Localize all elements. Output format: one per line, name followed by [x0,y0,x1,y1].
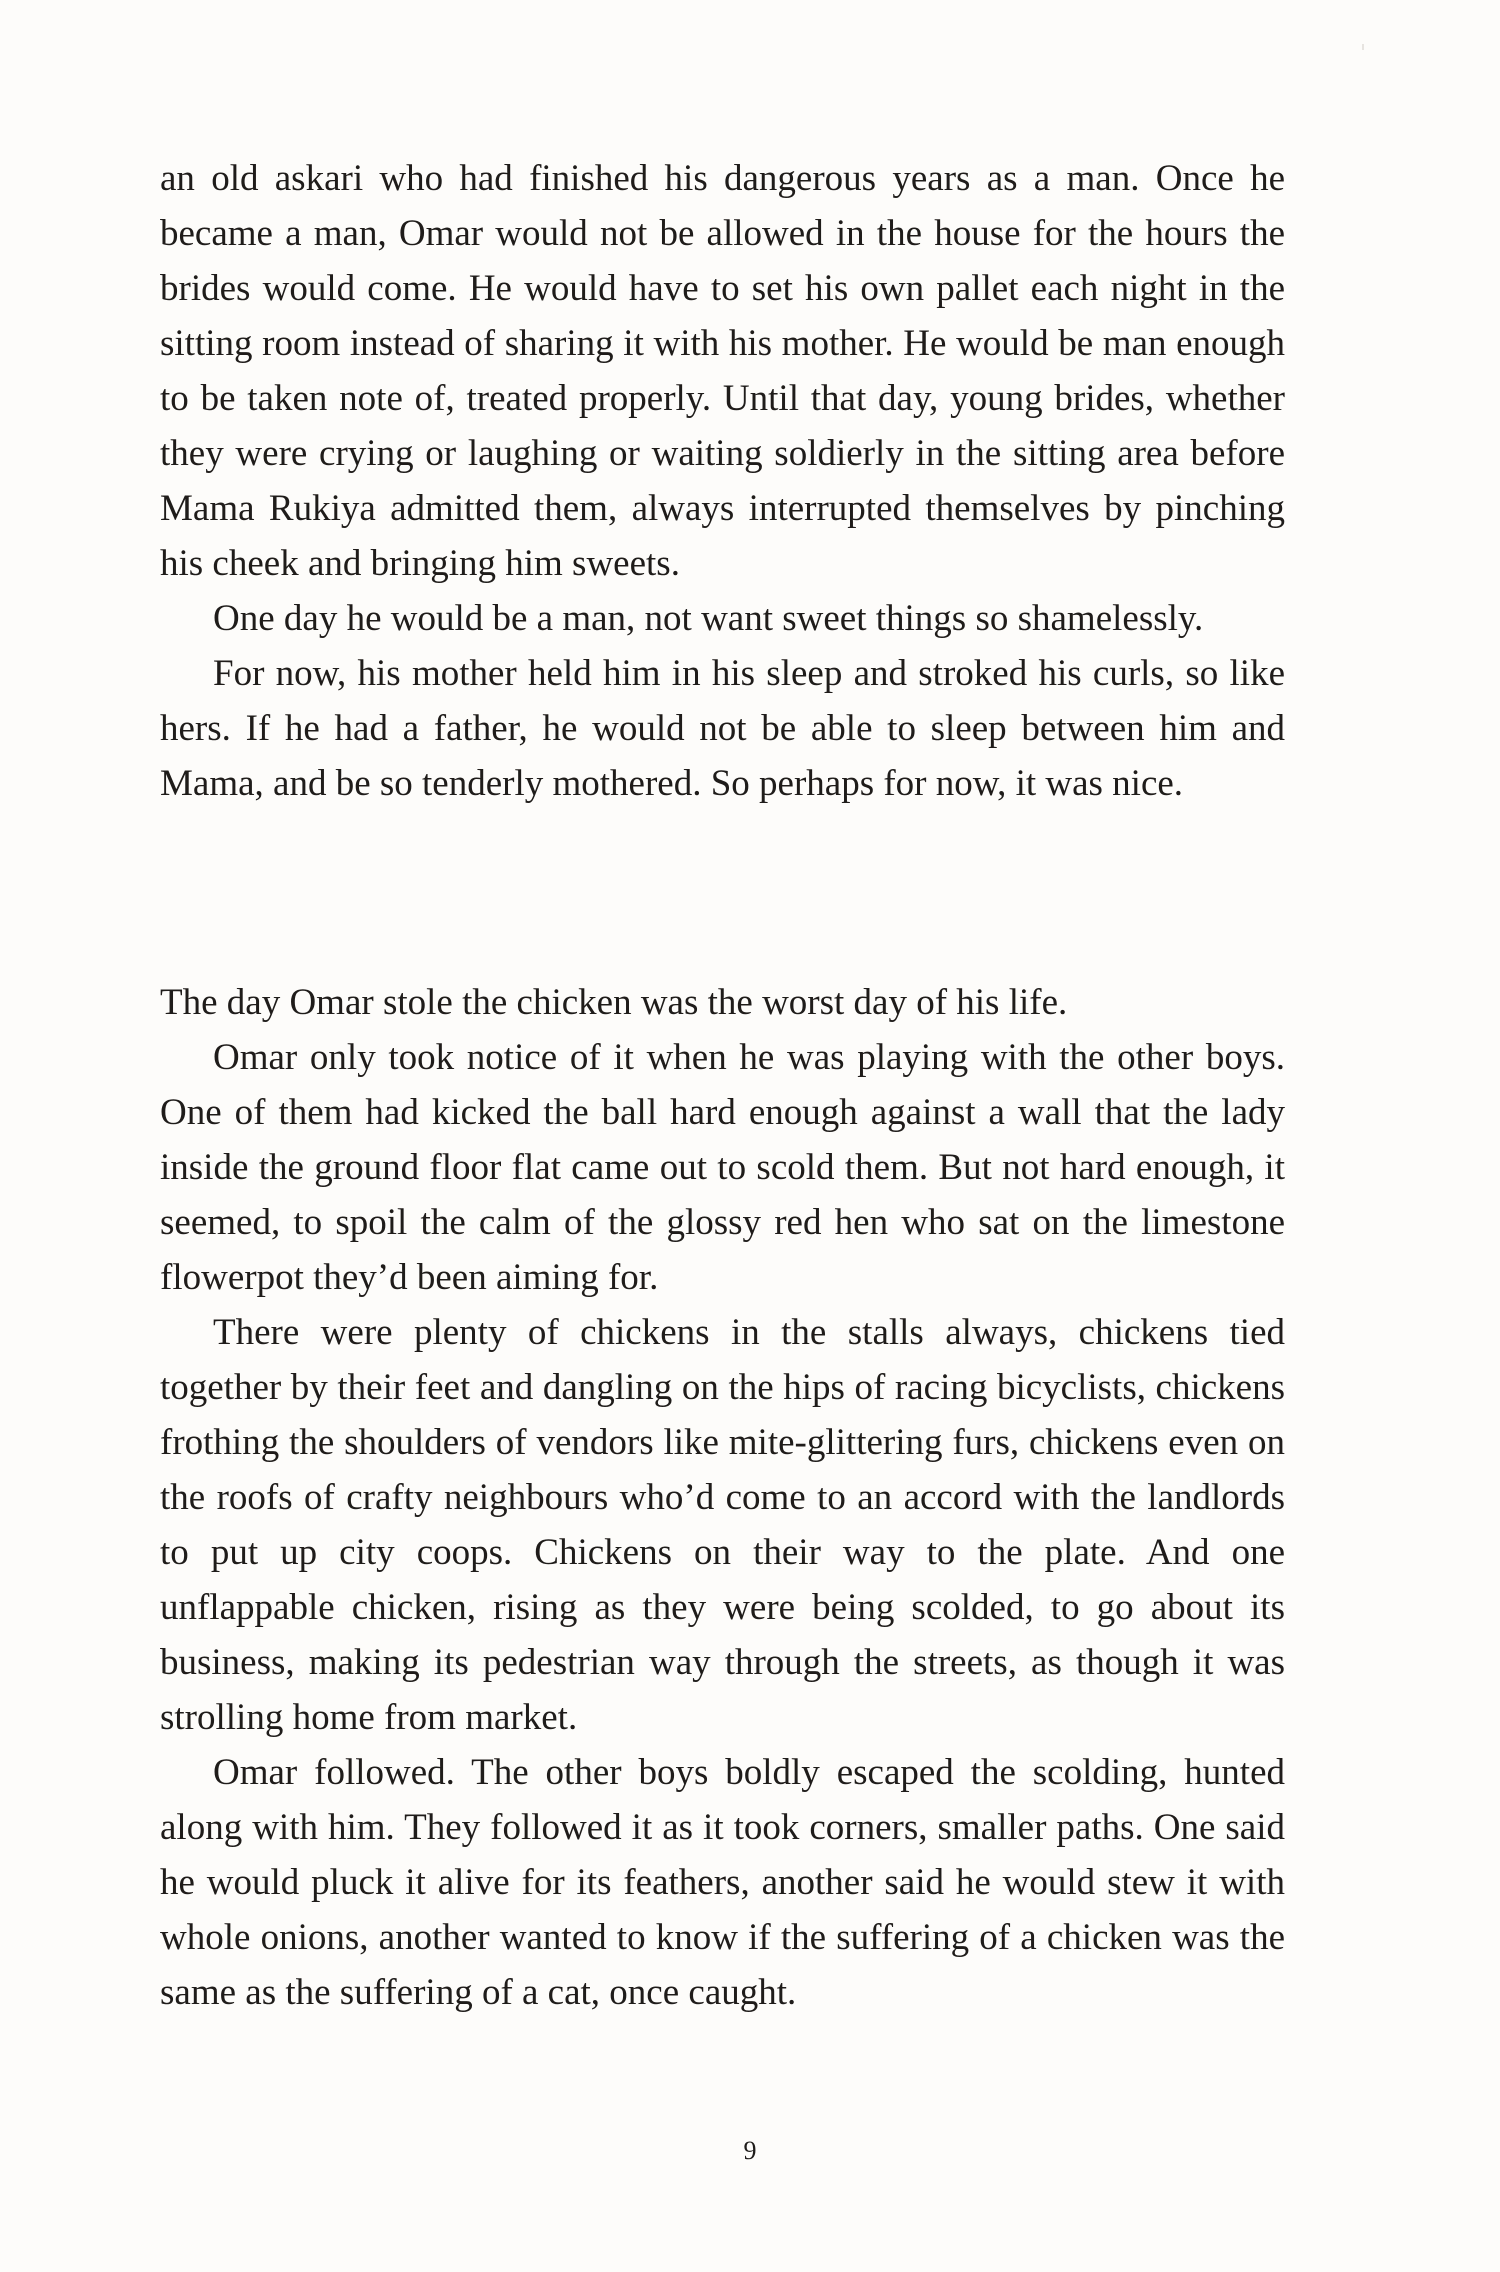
paragraph: For now, his mother held him in his sleep and stroked his curls, so like hers. If he had a father, he would not be able to sleep between him and Mama, and be so tenderly mothered. So perhaps for now, it was nice. [160,653,1285,804]
section-1-text [160,151,1285,811]
page-number: 9 [743,2136,757,2165]
paragraph: Omar followed. The other boys boldly escaped the scolding, hunted along with him. They followed it as it took corners, smaller paths. One said he would pluck it alive for its feathers, another said he would stew it with whole onions, another wanted to know if the suffering of a chicken was the same as the suffering of a cat, once caught. [160,1752,1285,2013]
section-2-text [160,975,1285,2020]
paragraph: There were plenty of chickens in the stalls always, chickens tied together by their feet and dangling on the hips of racing bicyclists, chickens frothing the shoulders of vendors like mite-glittering furs, chickens even on the roofs of crafty neighbours who’d come to an accord with the landlords to put up city coops. Chickens on their way to the plate. And one unflappable chicken, rising as they were being scolded, to go about its business, making its pedestrian way through the streets, as though it was strolling home from market. [160,1312,1285,1738]
paragraph: One day he would be a man, not want sweet things so shamelessly. [213,598,1204,639]
paragraph: Omar only took notice of it when he was playing with the other boys. One of them had kicked the ball hard enough against a wall that the lady inside the ground floor flat came out to scold them. But not hard enough, it seemed, to spoil the calm of the glossy red hen who sat on the limestone flowerpot they’d been aiming for. [160,1037,1285,1298]
paragraph: an old askari who had finished his dangerous years as a man. Once he became a man, Omar would not be allowed in the house for the hours the brides would come. He would have to set his own pallet each night in the sitting room instead of sharing it with his mother. He would be man enough to be taken note of, treated properly. Until that day, young brides, whether they were crying or laughing or waiting soldierly in the sitting area before Mama Rukiya admitted them, always interrupted themselves by pinching his cheek and bringing him sweets. [160,158,1285,584]
paragraph: The day Omar stole the chicken was the worst day of his life. [160,982,1068,1023]
scan-speck [1362,44,1364,50]
